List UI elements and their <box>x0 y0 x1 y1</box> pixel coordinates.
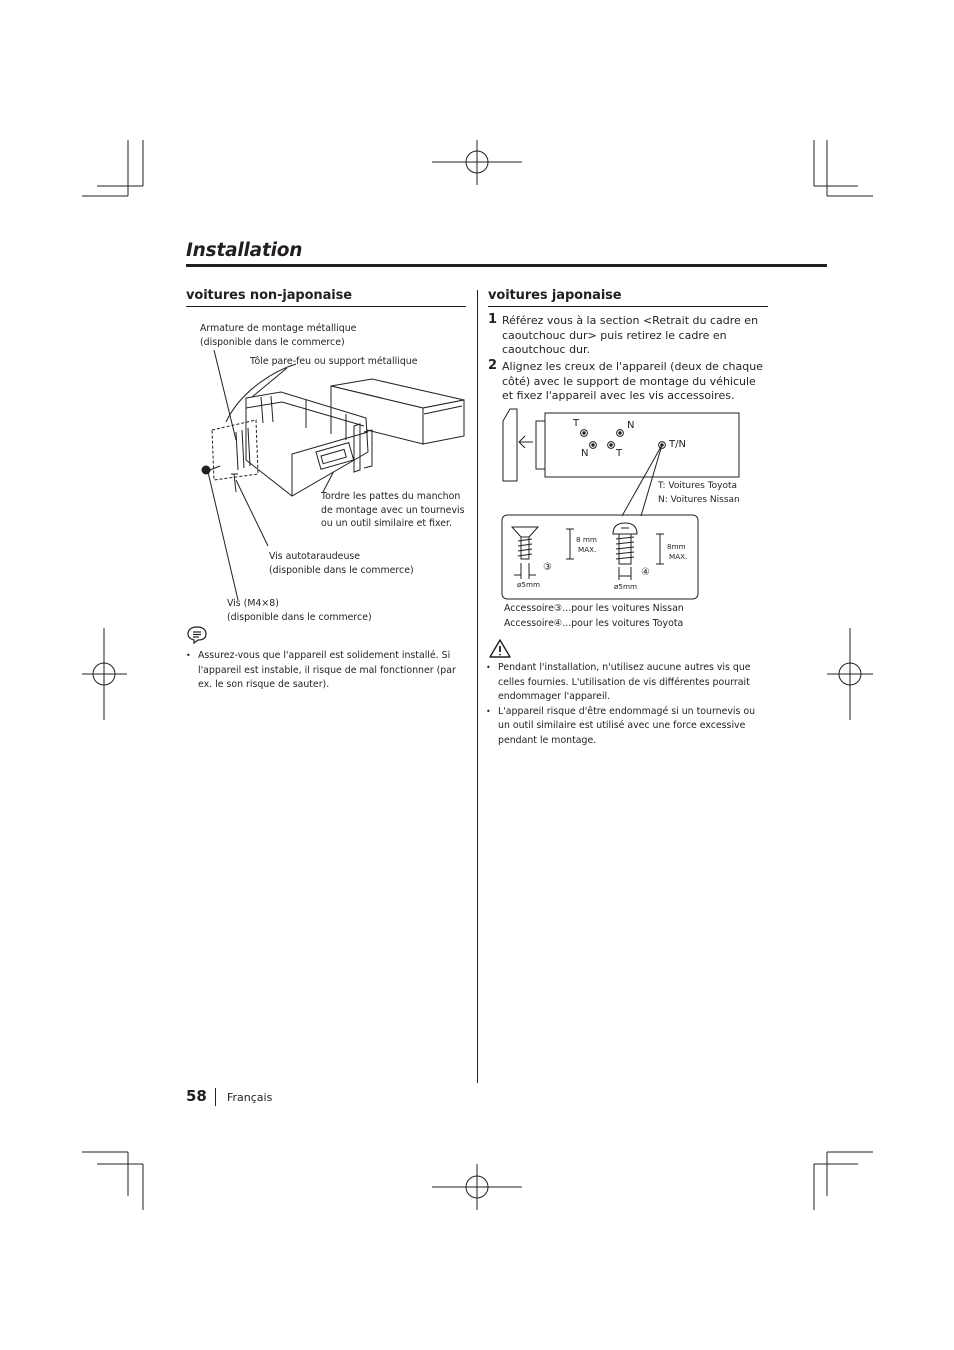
callout-screw-m4-line1: Vis (M4×8) <box>227 598 279 609</box>
screw3-diameter: ø5mm <box>517 580 540 589</box>
diagram-legend <box>658 479 740 507</box>
screw3-length <box>576 535 597 555</box>
callout-firewall: Tôle pare-feu ou support métallique <box>250 356 418 367</box>
accessories-list <box>504 602 684 631</box>
screw-m4 <box>202 466 220 474</box>
mounting-holes <box>581 430 666 449</box>
label-n-top: N <box>627 420 635 431</box>
callout-screw-m4 <box>227 597 372 624</box>
screw3-id: ③ <box>543 562 552 573</box>
screw4-diameter: ø5mm <box>614 582 637 591</box>
footer-separator <box>215 1088 216 1106</box>
section-rule-left <box>186 306 466 307</box>
warning-item: • Pendant l'installation, n'utilisez aucune autres vis que celles fournies. L'utilisation de vis différentes pourrait endommager l'appareil. <box>486 661 769 705</box>
crop-mark-top-left <box>82 140 143 196</box>
section-heading-non-japanese: voitures non-japonaise <box>186 288 352 303</box>
unit-front <box>536 421 545 469</box>
warning-icon <box>488 638 512 659</box>
screw3-length-max: MAX. <box>578 545 597 554</box>
registration-mark-left <box>82 628 127 720</box>
column-divider <box>477 290 478 1083</box>
note-item: • Assurez-vous que l'appareil est solidement installé. Si l'appareil est instable, il risque de mal fonctionner (par ex. le son risque de sauter). <box>186 649 466 693</box>
footer-language: Français <box>227 1091 273 1104</box>
section-rule-right <box>488 306 768 307</box>
callout-bend-tabs-line1: Tordre les pattes du manchon <box>321 491 461 502</box>
registration-mark-bottom <box>432 1164 522 1210</box>
warning-item: • L'appareil risque d'être endommagé si un tournevis ou un outil similaire est utilisé avec une force excessive pendant le montage. <box>486 705 769 749</box>
legend-toyota: T: Voitures Toyota <box>658 481 738 491</box>
section-heading-japanese: voitures japonaise <box>488 288 622 303</box>
screw4-length-value: 8mm <box>667 542 686 551</box>
label-t-n: T/N <box>669 439 686 450</box>
screw4-length <box>667 542 687 562</box>
warnings-list <box>486 661 769 748</box>
label-t-bottom: T <box>616 448 623 459</box>
arrow-left-icon <box>519 436 533 448</box>
callout-bend-tabs-line2: de montage avec un tournevis <box>321 504 465 516</box>
callout-metal-frame-line2: (disponible dans le commerce) <box>200 336 345 348</box>
accessory-item: Accessoire③...pour les voitures Nissan <box>504 603 684 614</box>
registration-mark-top <box>432 140 522 185</box>
callout-tapping-screw <box>269 550 414 577</box>
accessory-item: Accessoire④...pour les voitures Toyota <box>504 617 684 629</box>
callout-tapping-screw-line1: Vis autotaraudeuse <box>269 551 361 562</box>
screw3-length-value: 8 mm <box>576 535 597 544</box>
step-number-2: 2 <box>488 358 498 373</box>
label-t-top: T <box>573 418 580 429</box>
notes-list <box>186 649 466 693</box>
screw4-id: ④ <box>641 567 650 578</box>
callout-tapping-screw-line2: (disponible dans le commerce) <box>269 564 414 576</box>
label-n-bottom: N <box>581 448 589 459</box>
crop-mark-bottom-left <box>82 1152 143 1210</box>
registration-mark-right <box>827 628 873 720</box>
title-rule <box>186 264 827 267</box>
callout-metal-frame <box>200 322 356 349</box>
crop-mark-top-right <box>814 140 873 196</box>
legend-nissan: N: Voitures Nissan <box>658 495 740 505</box>
screw-accessory-4 <box>613 523 664 580</box>
step-text-1: Référez vous à la section <Retrait du cadre en caoutchouc dur> puis retirez le cadre en caoutchouc dur. <box>502 314 759 356</box>
callout-metal-frame-line1: Armature de montage métallique <box>200 323 357 334</box>
mounting-bracket <box>503 409 517 481</box>
callout-screw-m4-line2: (disponible dans le commerce) <box>227 611 372 623</box>
step-text-2: Alignez les creux de l'appareil (deux de chaque côté) avec le support de montage du véhicule et fixez l'appareil avec les vis accessoires. <box>502 360 763 402</box>
note-icon <box>186 625 208 645</box>
page-number: 58 <box>186 1087 207 1105</box>
page-title: Installation <box>186 240 303 261</box>
step-number-1: 1 <box>488 312 498 327</box>
crop-mark-bottom-right <box>814 1152 873 1210</box>
callout-bend-tabs-line3: ou un outil similaire et fixer. <box>321 518 452 529</box>
callout-bend-tabs <box>321 490 464 531</box>
screw4-length-max: MAX. <box>669 552 688 561</box>
